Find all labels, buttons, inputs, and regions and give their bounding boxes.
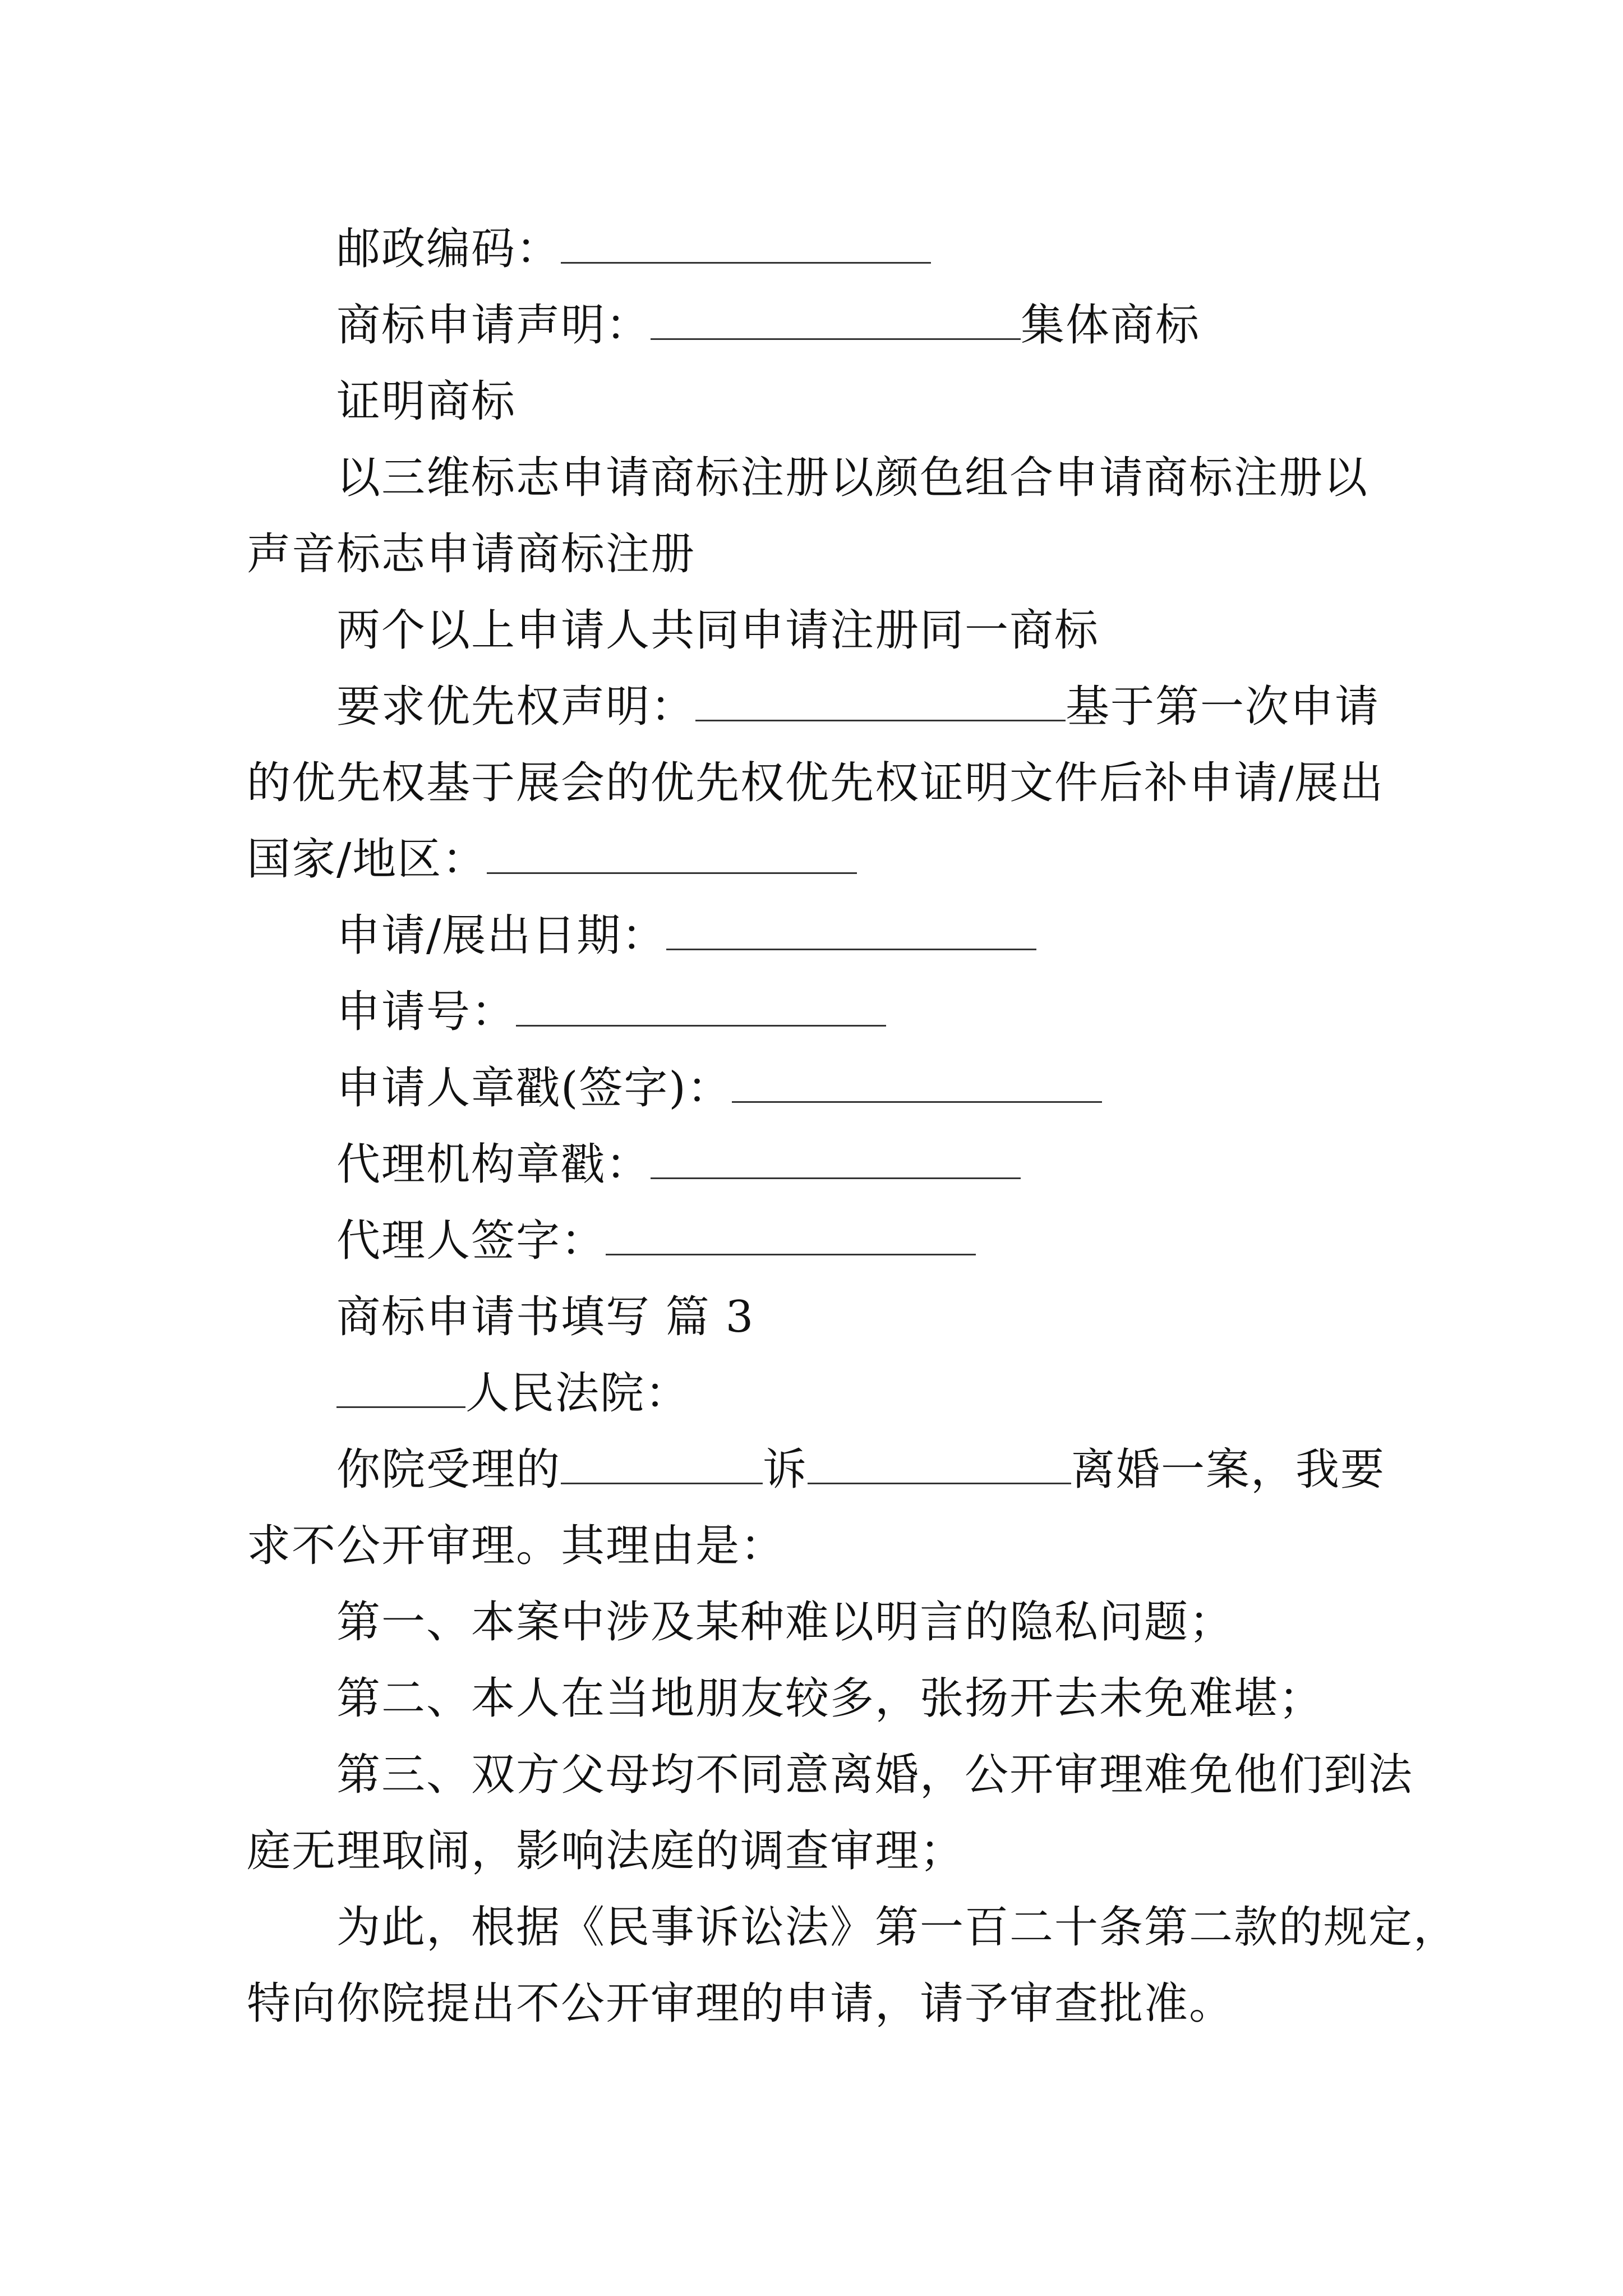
- trademark-decl-blank: [651, 306, 1021, 340]
- reason-3-line-1: 第三、双方父母均不同意离婚，公开审理难免他们到法: [336, 1750, 1414, 1800]
- priority-line-2: 的优先权基于展会的优先权优先权证明文件后补申请/展出: [247, 758, 1385, 808]
- agency-seal-line: [336, 1139, 1021, 1190]
- agent-sign-label: 代理人签字：: [336, 1216, 606, 1266]
- date-line: [336, 910, 1036, 961]
- court-suffix: 人民法院：: [465, 1368, 690, 1419]
- postal-code-label: 邮政编码：: [336, 224, 561, 274]
- app-no-blank: [516, 992, 886, 1027]
- reason-1: 第一、本案中涉及某种难以明言的隐私问题；: [336, 1597, 1234, 1648]
- priority-label: 要求优先权声明：: [336, 682, 696, 732]
- priority-first-text: 基于第一次申请: [1066, 682, 1380, 732]
- joint-applicants-line: 两个以上申请人共同申请注册同一商标: [336, 605, 1100, 656]
- reason-2: 第二、本人在当地朋友较多，张扬开去未免难堪；: [336, 1673, 1324, 1724]
- conclusion-line-2: 特向你院提出不公开审理的申请，请予审查批准。: [247, 1978, 1234, 2029]
- section-title: 商标申请书填写 篇 3: [336, 1292, 755, 1342]
- trademark-decl-label: 商标申请声明：: [336, 300, 651, 351]
- priority-decl-line: [336, 682, 1380, 732]
- date-blank: [666, 916, 1036, 950]
- court-name-blank: [336, 1374, 465, 1408]
- case-suffix: 离婚一案，我要: [1071, 1444, 1386, 1495]
- applicant-seal-line: [336, 1063, 1102, 1114]
- agent-sign-blank: [606, 1221, 976, 1255]
- case-sue-word: 诉: [763, 1444, 808, 1495]
- agency-seal-blank: [651, 1145, 1021, 1179]
- postal-code-blank: [561, 229, 931, 264]
- date-label: 申请/展出日期：: [336, 910, 667, 961]
- three-options-line-1: 以三维标志申请商标注册以颜色组合申请商标注册以: [336, 453, 1369, 503]
- reason-3-line-2: 庭无理取闹，影响法庭的调查审理；: [247, 1826, 965, 1876]
- priority-blank: [695, 687, 1066, 721]
- case-line-2: 求不公开审理。其理由是：: [247, 1521, 786, 1571]
- court-line: [336, 1368, 690, 1419]
- collective-mark-text: 集体商标: [1021, 300, 1201, 351]
- agency-seal-label: 代理机构章戳：: [336, 1139, 651, 1190]
- agent-sign-line: [336, 1216, 976, 1266]
- country-blank: [487, 840, 857, 874]
- applicant-seal-label: 申请人章戳(签字)：: [336, 1063, 732, 1114]
- plaintiff-blank: [561, 1450, 763, 1484]
- case-prefix: 你院受理的: [336, 1444, 561, 1495]
- applicant-seal-blank: [732, 1069, 1102, 1103]
- case-line-1: [336, 1444, 1386, 1495]
- app-no-label: 申请号：: [336, 987, 517, 1037]
- trademark-decl-line: [336, 300, 1201, 351]
- country-line: [247, 834, 857, 885]
- three-options-line-2: 声音标志申请商标注册: [247, 529, 696, 579]
- country-label: 国家/地区：: [247, 834, 487, 885]
- app-no-line: [336, 987, 886, 1037]
- certification-mark-line: 证明商标: [336, 376, 517, 427]
- postal-code-line: [336, 224, 931, 274]
- defendant-blank: [808, 1450, 1071, 1484]
- conclusion-line-1: 为此，根据《民事诉讼法》第一百二十条第二款的规定，: [336, 1902, 1459, 1953]
